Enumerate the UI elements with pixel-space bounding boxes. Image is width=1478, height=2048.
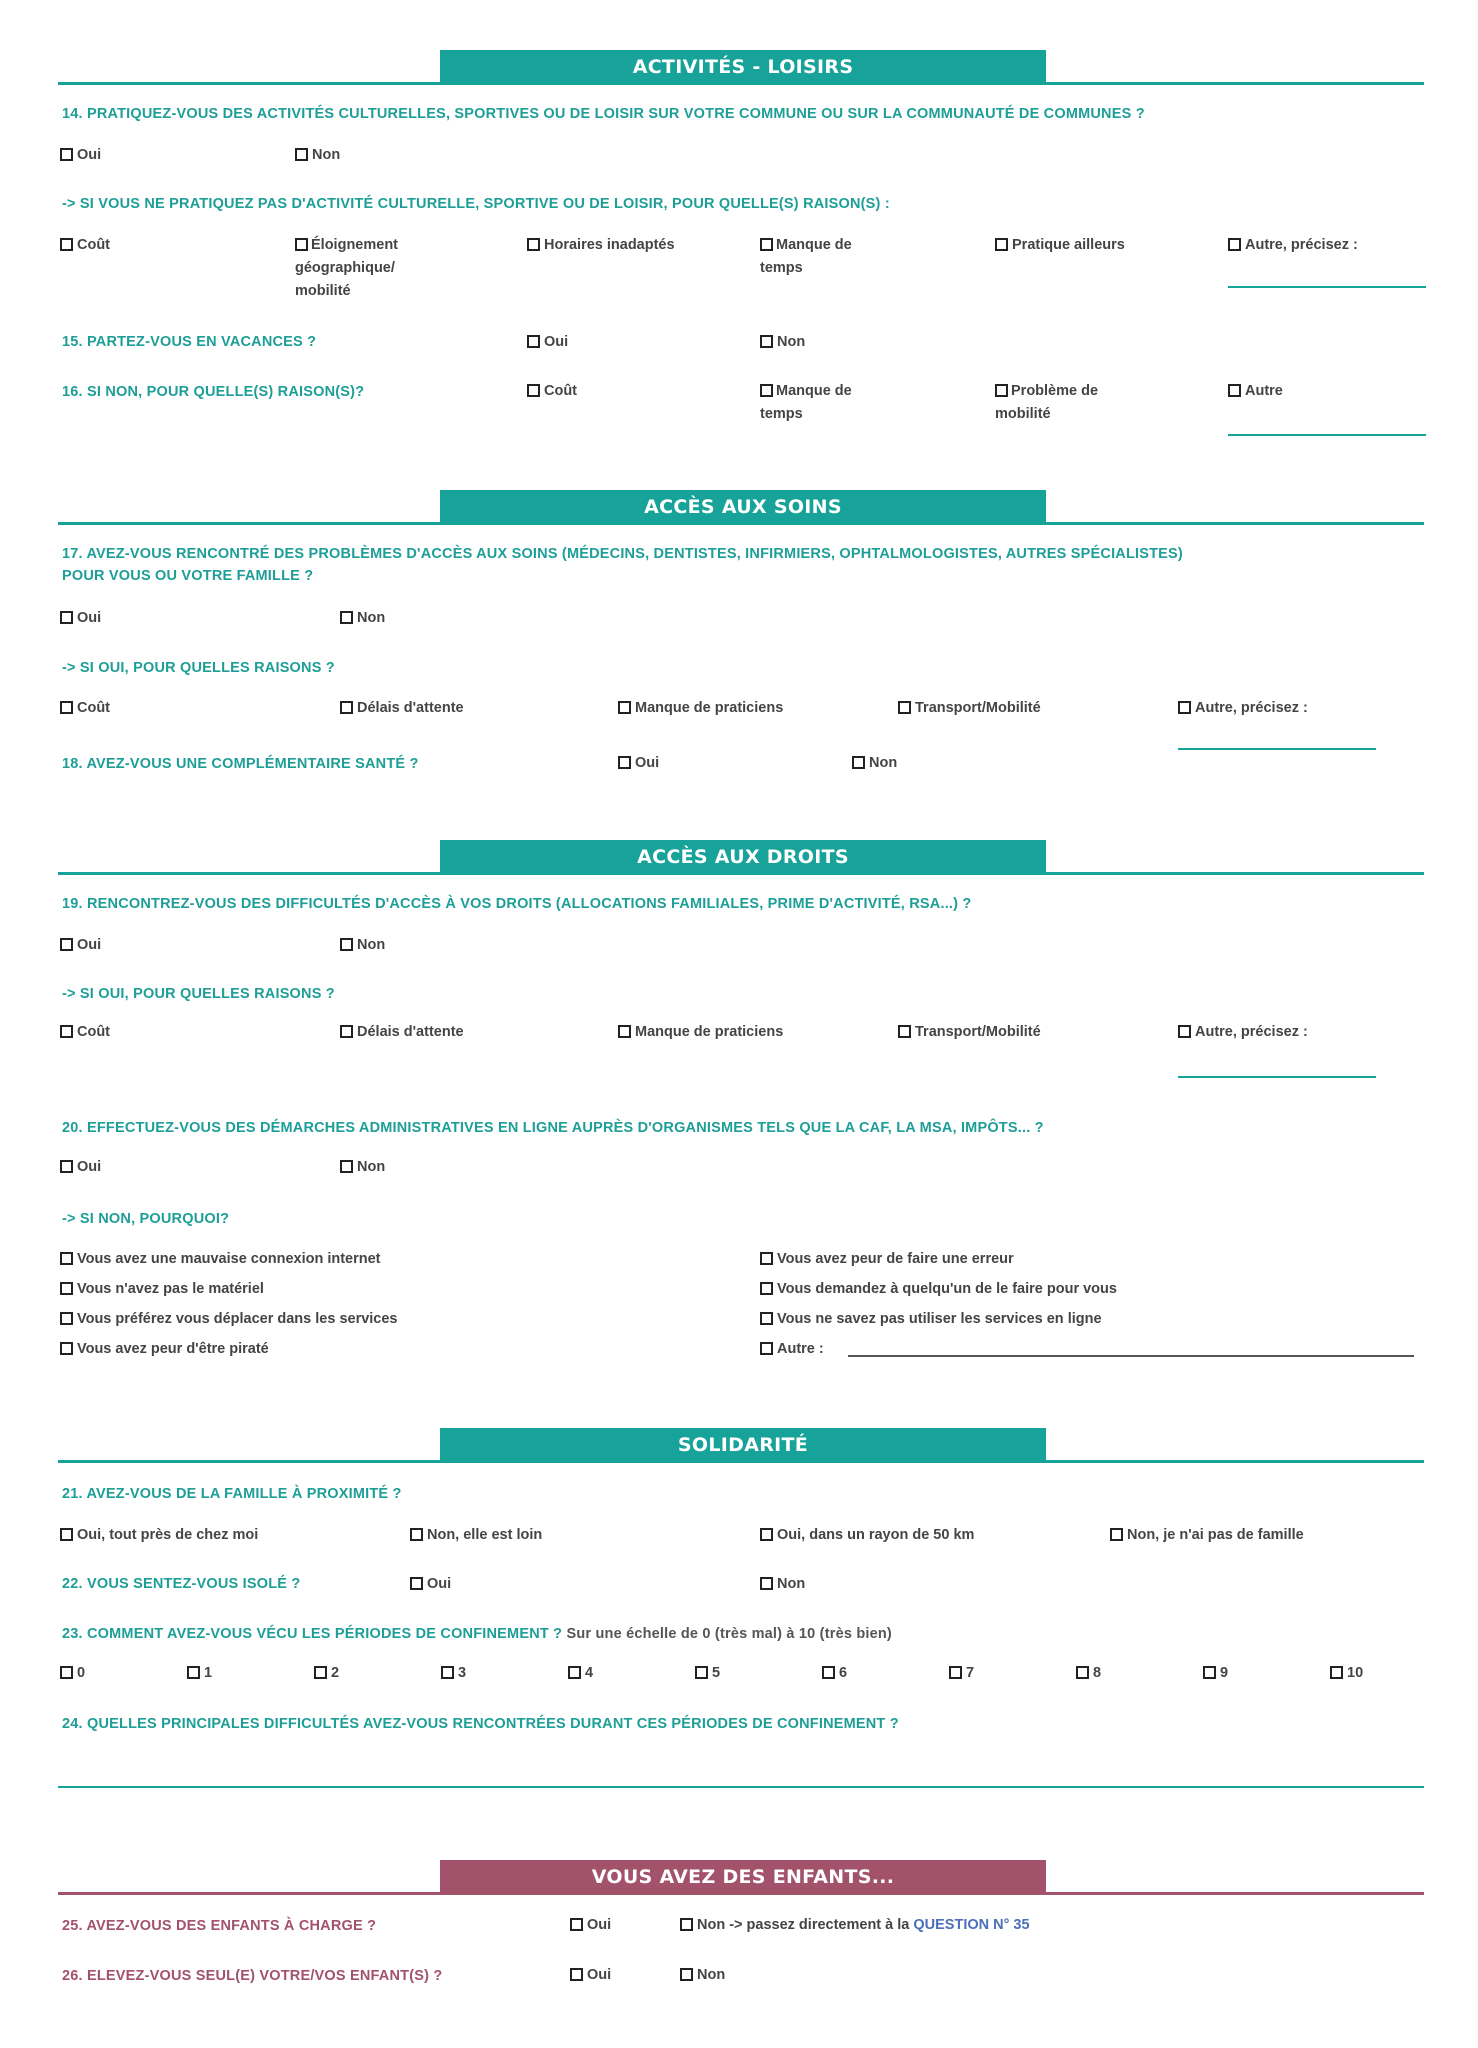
q14b-autre-answer-line[interactable]: [1228, 286, 1426, 288]
checkbox[interactable]: [1330, 1666, 1343, 1679]
q25-non-option[interactable]: Non -> passez directement à la QUESTION N° 35: [680, 1914, 1030, 1937]
question-23-note: Sur une échelle de 0 (très mal) à 10 (très bien): [566, 1626, 892, 1642]
q25-jump-link[interactable]: QUESTION N° 35: [913, 1917, 1030, 1933]
section-rule: [58, 872, 1424, 875]
checkbox[interactable]: [760, 1342, 773, 1355]
question-14: 14. PRATIQUEZ-VOUS DES ACTIVITÉS CULTURELLES, SPORTIVES OU DE LOISIR SUR VOTRE COMMUNE OU SUR LA COMMUNAUTÉ DE COMMUNES ?: [62, 106, 1145, 122]
checkbox[interactable]: [618, 701, 631, 714]
checkbox[interactable]: [898, 1025, 911, 1038]
q23-scale-6[interactable]: 6: [822, 1662, 847, 1685]
question-17-line2: POUR VOUS OU VOTRE FAMILLE ?: [62, 568, 314, 584]
section-header-solidarite: [440, 1428, 1046, 1462]
q21-option-pres[interactable]: Oui, tout près de chez moi: [60, 1524, 258, 1547]
q17b-autre-option[interactable]: Autre, précisez :: [1178, 697, 1308, 720]
checkbox[interactable]: [1076, 1666, 1089, 1679]
checkbox[interactable]: [340, 701, 353, 714]
q23-scale-2[interactable]: 2: [314, 1662, 339, 1685]
q15-non-option[interactable]: Non: [760, 331, 805, 354]
q22-oui-option[interactable]: Oui: [410, 1573, 451, 1596]
checkbox[interactable]: [1110, 1528, 1123, 1541]
q26-oui-option[interactable]: Oui: [570, 1964, 611, 1987]
checkbox[interactable]: [60, 238, 73, 251]
question-21: 21. AVEZ-VOUS DE LA FAMILLE À PROXIMITÉ ?: [62, 1486, 402, 1502]
checkbox[interactable]: [60, 1160, 73, 1173]
checkbox[interactable]: [410, 1577, 423, 1590]
q21-option-50km[interactable]: Oui, dans un rayon de 50 km: [760, 1524, 974, 1547]
q17b-transport-option[interactable]: Transport/Mobilité: [898, 697, 1041, 720]
q17b-praticiens-option[interactable]: Manque de praticiens: [618, 697, 783, 720]
checkbox[interactable]: [570, 1918, 583, 1931]
question-25: 25. AVEZ-VOUS DES ENFANTS À CHARGE ?: [62, 1918, 377, 1934]
q21-option-pas-famille[interactable]: Non, je n'ai pas de famille: [1110, 1524, 1304, 1547]
checkbox[interactable]: [295, 238, 308, 251]
checkbox[interactable]: [568, 1666, 581, 1679]
checkbox[interactable]: [340, 1025, 353, 1038]
question-15: 15. PARTEZ-VOUS EN VACANCES ?: [62, 334, 317, 350]
checkbox[interactable]: [187, 1666, 200, 1679]
q14b-pratique-ailleurs-option[interactable]: Pratique ailleurs: [995, 234, 1125, 257]
checkbox[interactable]: [760, 1252, 773, 1265]
checkbox[interactable]: [695, 1666, 708, 1679]
q18-oui-option[interactable]: Oui: [618, 752, 659, 775]
checkbox[interactable]: [760, 335, 773, 348]
checkbox[interactable]: [760, 1528, 773, 1541]
checkbox[interactable]: [1178, 701, 1191, 714]
q19-oui-option[interactable]: Oui: [60, 934, 101, 957]
q23-scale-10[interactable]: 10: [1330, 1662, 1363, 1685]
checkbox[interactable]: [527, 384, 540, 397]
question-20: 20. EFFECTUEZ-VOUS DES DÉMARCHES ADMINISTRATIVES EN LIGNE AUPRÈS D'ORGANISMES TELS QUE LA CAF, LA MSA, IMPÔTS... ?: [62, 1120, 1044, 1136]
q17b-autre-answer-line[interactable]: [1178, 748, 1376, 750]
checkbox[interactable]: [60, 1342, 73, 1355]
q23-scale-5[interactable]: 5: [695, 1662, 720, 1685]
checkbox[interactable]: [60, 1025, 73, 1038]
checkbox[interactable]: [340, 938, 353, 951]
checkbox[interactable]: [1178, 1025, 1191, 1038]
checkbox[interactable]: [314, 1666, 327, 1679]
question-26: 26. ELEVEZ-VOUS SEUL(E) VOTRE/VOS ENFANT(S) ?: [62, 1968, 443, 1984]
q23-scale-4[interactable]: 4: [568, 1662, 593, 1685]
q14-oui-option[interactable]: Oui: [60, 144, 101, 167]
q20b-connexion-option[interactable]: Vous avez une mauvaise connexion internet: [60, 1248, 381, 1271]
checkbox[interactable]: [570, 1968, 583, 1981]
question-17-line1: 17. AVEZ-VOUS RENCONTRÉ DES PROBLÈMES D'ACCÈS AUX SOINS (MÉDECINS, DENTISTES, INFIRMIERS, OPHTALMOLOGISTES, AUTRES SPÉCIALISTES): [62, 546, 1183, 562]
question-19: 19. RENCONTREZ-VOUS DES DIFFICULTÉS D'ACCÈS À VOS DROITS (ALLOCATIONS FAMILIALES, PRIME D'ACTIVITÉ, RSA...) ?: [62, 896, 972, 912]
checkbox[interactable]: [995, 384, 1008, 397]
q16-cout-option[interactable]: Coût: [527, 380, 577, 403]
q16-manque-temps-option[interactable]: Manque de temps: [760, 383, 852, 422]
q19-non-option[interactable]: Non: [340, 934, 385, 957]
q23-scale-7[interactable]: 7: [949, 1662, 974, 1685]
q15-oui-option[interactable]: Oui: [527, 331, 568, 354]
checkbox[interactable]: [60, 1312, 73, 1325]
checkbox[interactable]: [680, 1968, 693, 1981]
section-title: ACCÈS AUX DROITS: [637, 846, 849, 868]
checkbox[interactable]: [760, 1312, 773, 1325]
q14b-eloignement-option[interactable]: Éloignement géographique/ mobilité: [295, 237, 399, 299]
checkbox[interactable]: [60, 1252, 73, 1265]
checkbox[interactable]: [760, 1282, 773, 1295]
q19b-delais-option[interactable]: Délais d'attente: [340, 1021, 464, 1044]
question-18: 18. AVEZ-VOUS UNE COMPLÉMENTAIRE SANTÉ ?: [62, 756, 419, 772]
q23-scale-9[interactable]: 9: [1203, 1662, 1228, 1685]
checkbox[interactable]: [60, 701, 73, 714]
q17-non-option[interactable]: Non: [340, 607, 385, 630]
checkbox[interactable]: [60, 611, 73, 624]
checkbox[interactable]: [527, 335, 540, 348]
section-header-activites: [440, 50, 1046, 84]
checkbox[interactable]: [60, 148, 73, 161]
checkbox[interactable]: [295, 148, 308, 161]
checkbox[interactable]: [898, 701, 911, 714]
section-header-soins: [440, 490, 1046, 524]
q20b-pirate-option[interactable]: Vous avez peur d'être piraté: [60, 1338, 269, 1361]
q19b-autre-option[interactable]: Autre, précisez :: [1178, 1021, 1308, 1044]
checkbox[interactable]: [822, 1666, 835, 1679]
q17b-cout-option[interactable]: Coût: [60, 697, 110, 720]
question-14-followup: -> SI VOUS NE PRATIQUEZ PAS D'ACTIVITÉ CULTURELLE, SPORTIVE OU DE LOISIR, POUR QUELLE(S) RAISON(S) :: [62, 196, 890, 212]
q23-scale-3[interactable]: 3: [441, 1662, 466, 1685]
checkbox[interactable]: [340, 1160, 353, 1173]
q24-answer-line[interactable]: [58, 1786, 1424, 1788]
section-title: ACTIVITÉS - LOISIRS: [632, 56, 854, 78]
q16-autre-answer-line[interactable]: [1228, 434, 1426, 436]
checkbox[interactable]: [852, 756, 865, 769]
q20-non-option[interactable]: Non: [340, 1156, 385, 1179]
q14b-cout-option[interactable]: Coût: [60, 234, 110, 257]
checkbox[interactable]: [60, 1528, 73, 1541]
q18-non-option[interactable]: Non: [852, 752, 897, 775]
question-24: 24. QUELLES PRINCIPALES DIFFICULTÉS AVEZ-VOUS RENCONTRÉES DURANT CES PÉRIODES DE CONFINEMENT ?: [62, 1716, 899, 1732]
question-19-followup: -> SI OUI, POUR QUELLES RAISONS ?: [62, 986, 335, 1002]
q20b-quelquun-option[interactable]: Vous demandez à quelqu'un de le faire pour vous: [760, 1278, 1117, 1301]
checkbox[interactable]: [1228, 238, 1241, 251]
question-22: 22. VOUS SENTEZ-VOUS ISOLÉ ?: [62, 1576, 301, 1592]
q16-mobilite-option[interactable]: Problème de mobilité: [995, 383, 1099, 422]
q23-scale-0[interactable]: 0: [60, 1662, 85, 1685]
section-rule: [58, 1460, 1424, 1463]
question-23: 23. COMMENT AVEZ-VOUS VÉCU LES PÉRIODES DE CONFINEMENT ? Sur une échelle de 0 (très mal) à 10 (très bien): [62, 1626, 892, 1642]
checkbox[interactable]: [60, 1282, 73, 1295]
q25-oui-option[interactable]: Oui: [570, 1914, 611, 1937]
question-20-followup: -> SI NON, POURQUOI?: [62, 1211, 230, 1227]
section-header-enfants: [440, 1860, 1046, 1894]
q22-non-option[interactable]: Non: [760, 1573, 805, 1596]
checkbox[interactable]: [618, 756, 631, 769]
q21-option-loin[interactable]: Non, elle est loin: [410, 1524, 542, 1547]
checkbox[interactable]: [1203, 1666, 1216, 1679]
section-rule: [58, 82, 1424, 85]
checkbox[interactable]: [618, 1025, 631, 1038]
q19b-cout-option[interactable]: Coût: [60, 1021, 110, 1044]
q26-non-option[interactable]: Non: [680, 1964, 725, 1987]
checkbox[interactable]: [680, 1918, 693, 1931]
q19b-autre-answer-line[interactable]: [1178, 1076, 1376, 1078]
q20b-services-option[interactable]: Vous ne savez pas utiliser les services en ligne: [760, 1308, 1102, 1331]
checkbox[interactable]: [410, 1528, 423, 1541]
q20b-deplacer-option[interactable]: Vous préférez vous déplacer dans les services: [60, 1308, 398, 1331]
section-title: SOLIDARITÉ: [677, 1434, 809, 1456]
q14b-autre-option[interactable]: Autre, précisez :: [1228, 234, 1358, 257]
q20b-autre-answer-line[interactable]: [848, 1355, 1414, 1357]
q19b-transport-option[interactable]: Transport/Mobilité: [898, 1021, 1041, 1044]
section-rule: [58, 1892, 1424, 1895]
checkbox[interactable]: [441, 1666, 454, 1679]
checkbox[interactable]: [995, 238, 1008, 251]
q14b-manque-temps-option[interactable]: Manque de temps: [760, 237, 852, 276]
checkbox[interactable]: [949, 1666, 962, 1679]
section-header-droits: [440, 840, 1046, 874]
q23-scale-1[interactable]: 1: [187, 1662, 212, 1685]
section-title: VOUS AVEZ DES ENFANTS...: [591, 1866, 895, 1888]
q19b-praticiens-option[interactable]: Manque de praticiens: [618, 1021, 783, 1044]
checkbox[interactable]: [527, 238, 540, 251]
checkbox[interactable]: [60, 938, 73, 951]
q14b-horaires-option[interactable]: Horaires inadaptés: [527, 234, 675, 257]
q20b-erreur-option[interactable]: Vous avez peur de faire une erreur: [760, 1248, 1014, 1271]
q20b-materiel-option[interactable]: Vous n'avez pas le matériel: [60, 1278, 264, 1301]
q17b-delais-option[interactable]: Délais d'attente: [340, 697, 464, 720]
q20b-autre-option[interactable]: Autre :: [760, 1338, 824, 1361]
checkbox[interactable]: [60, 1666, 73, 1679]
checkbox[interactable]: [340, 611, 353, 624]
q16-autre-option[interactable]: Autre: [1228, 380, 1283, 403]
checkbox[interactable]: [760, 238, 773, 251]
checkbox[interactable]: [760, 384, 773, 397]
checkbox[interactable]: [1228, 384, 1241, 397]
q20-oui-option[interactable]: Oui: [60, 1156, 101, 1179]
checkbox[interactable]: [760, 1577, 773, 1590]
question-17-followup: -> SI OUI, POUR QUELLES RAISONS ?: [62, 660, 335, 676]
q23-scale-8[interactable]: 8: [1076, 1662, 1101, 1685]
section-title: ACCÈS AUX SOINS: [644, 496, 842, 518]
q17-oui-option[interactable]: Oui: [60, 607, 101, 630]
section-rule: [58, 522, 1424, 525]
question-16: 16. SI NON, POUR QUELLE(S) RAISON(S)?: [62, 384, 365, 400]
q14-non-option[interactable]: Non: [295, 144, 340, 167]
